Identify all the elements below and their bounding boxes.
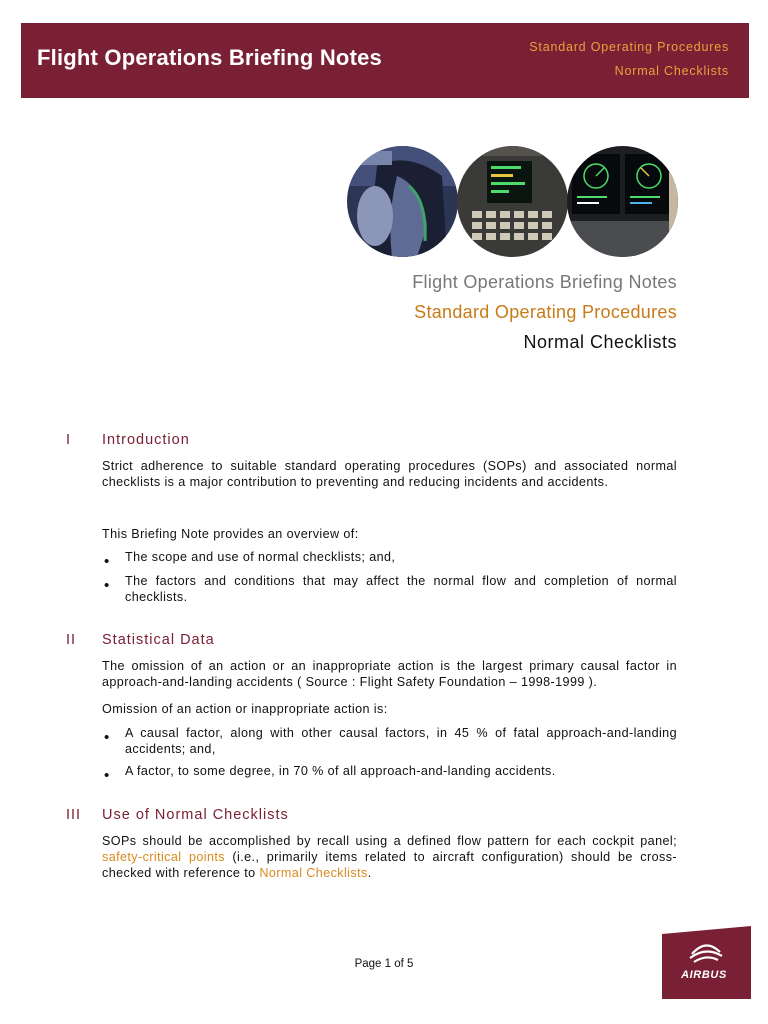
paragraph: This Briefing Note provides an overview of: (102, 527, 359, 541)
safety-critical-points-link[interactable]: safety-critical points (102, 849, 225, 864)
bullet-icon: • (104, 729, 110, 746)
bullet-item: The factors and conditions that may affect the normal flow and completion of normal checklists. (125, 574, 677, 604)
bullet-item: A causal factor, along with other causal factors, in 45 % of fatal approach-and-landing accidents; and, (125, 726, 677, 756)
paragraph: Strict adherence to suitable standard operating procedures (SOPs) and associated normal checklists is a major contribution to preventing and reducing incidents and accidents. (102, 459, 677, 489)
section-heading-introduction: Introduction (102, 432, 190, 448)
section-number: III (66, 807, 82, 823)
mcdu-keypad-photo (457, 146, 568, 257)
title-line-normal-checklists: Normal Checklists (523, 332, 677, 352)
header-banner (21, 23, 749, 98)
paragraph-text: SOPs should be accomplished by recall using a defined flow pattern for each cockpit panel; (102, 834, 677, 848)
header-title: Flight Operations Briefing Notes (37, 45, 382, 70)
section-heading-use-of-normal-checklists: Use of Normal Checklists (102, 807, 289, 823)
document-title-block (412, 272, 677, 353)
cockpit-display-photo (567, 146, 678, 257)
airbus-logo-text: AIRBUS (681, 969, 727, 981)
paragraph-text: . (367, 865, 372, 880)
section-heading-statistical-data: Statistical Data (102, 632, 215, 648)
paragraph: The omission of an action or an inappropriate action is the largest primary causal factor in approach-and-landing accidents ( Source : Flight Safety Foundation – 1998-1999 ). (102, 659, 677, 689)
paragraph: Omission of an action or inappropriate action is: (102, 702, 388, 716)
bullet-icon: • (104, 553, 110, 570)
bullet-item: The scope and use of normal checklists; and, (125, 550, 396, 564)
paragraph-text: (i.e., primarily items related to aircraft configuration) should be cross-checked with reference to (102, 849, 677, 880)
header-subtitle-checklists: Normal Checklists (614, 64, 729, 78)
section-number: II (66, 632, 77, 648)
header-subtitle-sop: Standard Operating Procedures (529, 40, 729, 54)
page-number: Page 1 of 5 (354, 958, 414, 970)
normal-checklists-link[interactable]: Normal Checklists (259, 865, 368, 880)
paragraph (102, 834, 677, 881)
bullet-icon: • (104, 767, 110, 784)
cockpit-throttle-photo (347, 146, 458, 257)
title-line-sop: Standard Operating Procedures (414, 302, 677, 322)
title-line-briefing-notes: Flight Operations Briefing Notes (412, 272, 677, 292)
section-number: I (66, 432, 72, 448)
bullet-item: A factor, to some degree, in 70 % of all approach-and-landing accidents. (125, 764, 556, 778)
airbus-logo (662, 926, 751, 999)
cockpit-photo-strip (347, 146, 679, 257)
bullet-icon: • (104, 577, 110, 594)
